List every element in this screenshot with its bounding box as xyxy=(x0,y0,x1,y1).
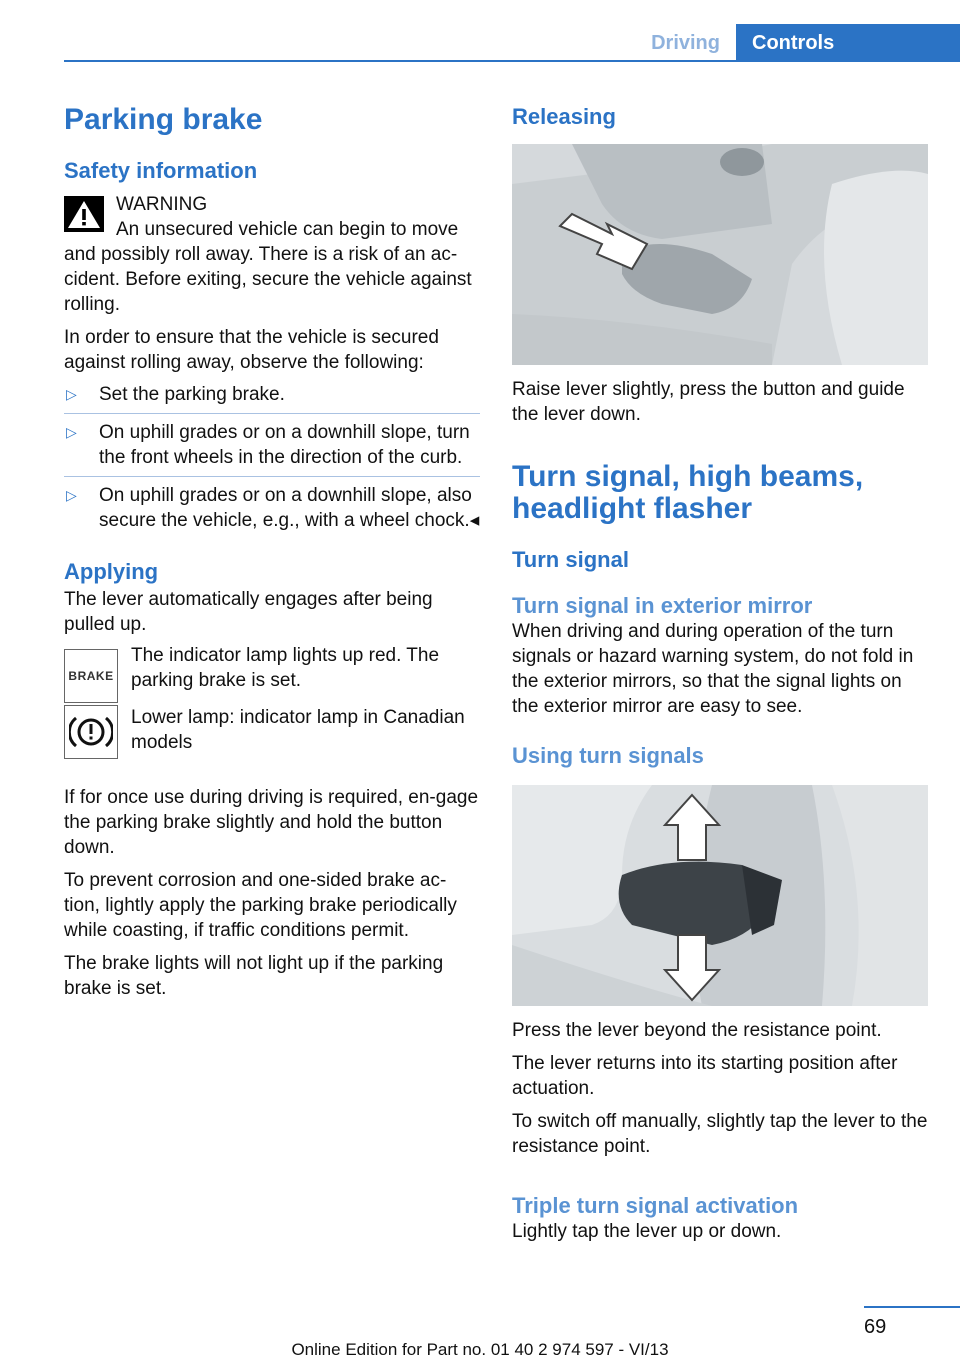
releasing-text: Raise lever slightly, press the button and guide the lever down. xyxy=(512,379,905,425)
safety-list xyxy=(64,382,480,533)
brake-lamp-icon xyxy=(64,649,118,703)
triple-signal-text: Lightly tap the lever up or down. xyxy=(512,1221,782,1242)
header-chapter-tab: Controls xyxy=(736,24,960,62)
triangle-bullet-icon: ▷ xyxy=(66,424,77,440)
para-brake-lights: The brake lights will not light up if the parking brake is set. xyxy=(64,953,444,999)
releasing-heading: Releasing xyxy=(512,104,616,129)
list-divider xyxy=(64,476,480,477)
brake-lamp-row xyxy=(64,643,480,705)
using-text-3: To switch off manually, slightly tap the lever to the resistance point. xyxy=(512,1111,928,1157)
parking-brake-lever-photo xyxy=(512,144,928,365)
footer-edition: Online Edition for Part no. 01 40 2 974 597 - VI/13 xyxy=(291,1340,669,1359)
warning-text-rest: and possibly roll away. There is a risk of an ac-cident. Before exiting, secure the vehicle against rolling. xyxy=(64,244,472,315)
list-divider xyxy=(64,413,480,414)
triangle-bullet-icon: ▷ xyxy=(66,487,77,503)
left-column xyxy=(64,96,480,1001)
right-column xyxy=(512,96,928,1244)
using-turn-signals-heading: Using turn signals xyxy=(512,743,704,768)
applying-text: The lever automatically engages after being pulled up. xyxy=(64,589,433,635)
safety-heading: Safety information xyxy=(64,158,258,183)
page-number: 69 xyxy=(864,1316,887,1338)
list-item: ▷ On uphill grades or on a downhill slope, turn the front wheels in the direction of the curb. xyxy=(66,422,470,468)
mirror-text: When driving and during operation of the turn signals or hazard warning system, do not fold in the exterior mirrors, so that the signal lights on the exterior mirror are easy to see. xyxy=(512,621,914,717)
turn-signal-heading: Turn signal xyxy=(512,547,629,572)
warning-block xyxy=(64,192,480,242)
turn-signal-lever-photo xyxy=(512,785,928,1006)
list-item: ▷ Set the parking brake. xyxy=(66,384,285,405)
triangle-bullet-icon: ▷ xyxy=(66,386,77,402)
header-rule xyxy=(64,60,960,62)
header-section: Driving xyxy=(651,32,720,54)
para-corrosion: To prevent corrosion and one-sided brake ac-tion, lightly apply the parking brake periodically while coasting, if traffic conditions permit. xyxy=(64,870,457,941)
canadian-brake-lamp-icon xyxy=(64,705,118,759)
mirror-heading: Turn signal in exterior mirror xyxy=(512,593,813,618)
footer-rule xyxy=(864,1306,960,1308)
circle-exclamation-icon xyxy=(69,712,113,752)
warning-text-first: An unsecured vehicle can begin to move xyxy=(116,219,459,240)
brake-lamp-label: BRAKE xyxy=(68,669,114,683)
triple-signal-heading: Triple turn signal activation xyxy=(512,1193,799,1218)
warning-triangle-icon xyxy=(64,196,104,232)
para-during-driving: If for once use during driving is required, en-gage the parking brake slightly and hold the button down. xyxy=(64,787,479,858)
canadian-lamp-row xyxy=(64,705,480,773)
canadian-lamp-text: Lower lamp: indicator lamp in Canadian models xyxy=(131,707,465,753)
list-item: ▷ On uphill grades or on a downhill slope, also secure the vehicle, e.g., with a wheel chock.◂ xyxy=(66,485,480,531)
safety-intro: In order to ensure that the vehicle is secured against rolling away, observe the following: xyxy=(64,327,439,373)
turn-signal-title: Turn signal, high beams, headlight flasher xyxy=(512,460,864,525)
using-text-2: The lever returns into its starting position after actuation. xyxy=(512,1053,898,1099)
page-header xyxy=(0,24,960,62)
page-title: Parking brake xyxy=(64,103,263,136)
applying-heading: Applying xyxy=(64,559,159,584)
using-text-1: Press the lever beyond the resistance point. xyxy=(512,1020,882,1041)
warning-label: WARNING xyxy=(116,194,208,215)
brake-lamp-text: The indicator lamp lights up red. The parking brake is set. xyxy=(131,645,440,691)
